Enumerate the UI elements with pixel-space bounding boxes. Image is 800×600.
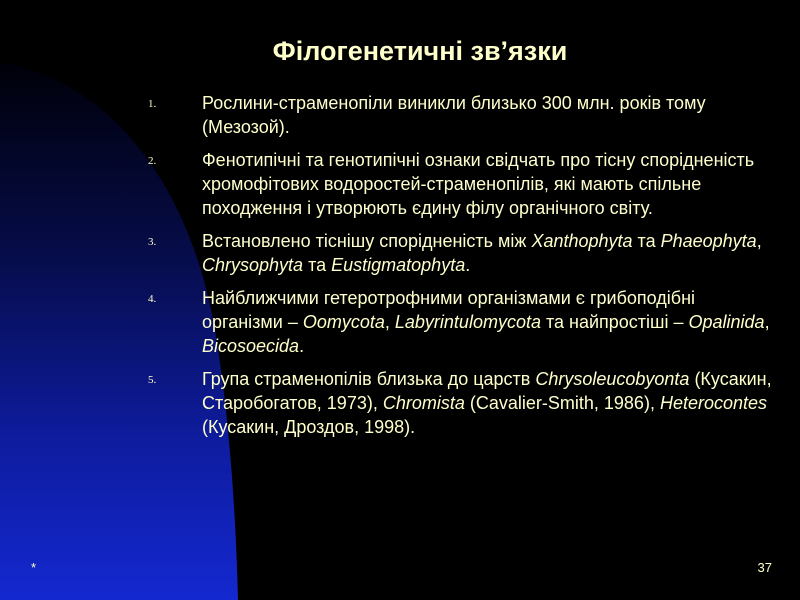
slide-number: 37 <box>757 560 772 575</box>
taxon-name: Opalinida <box>688 312 765 332</box>
text-segment: Група страменопілів близька до царств <box>202 369 536 389</box>
text-segment: . <box>465 255 471 275</box>
text-segment: , <box>384 312 395 332</box>
taxon-name: Bicosoecida <box>202 336 300 356</box>
item-text <box>202 288 770 356</box>
item-text <box>202 231 762 275</box>
text-segment: та <box>632 231 661 251</box>
text-segment: Найближчими гетеротрофними організмами є грибоподібні організми – <box>202 288 696 332</box>
item-number: 1. <box>148 98 157 110</box>
list-item <box>148 286 778 358</box>
text-segment: Фенотипічні та генотипічні ознаки свідчать про тісну спорідненість хромофітових водоростей-страменопілів, які мають спільне походження і утворюють єдину філу органічного світу. <box>202 150 755 218</box>
taxon-name: Xanthophyta <box>531 231 633 251</box>
text-segment: Рослини-страменопіли виникли близько 300 млн. років тому (Мезозой). <box>202 93 706 137</box>
text-segment: . <box>299 336 305 356</box>
taxon-name: Labyrintulomycota <box>394 312 541 332</box>
item-text <box>202 93 706 137</box>
taxon-name: Chromista <box>382 393 465 413</box>
item-number: 5. <box>148 374 157 386</box>
item-text <box>202 150 754 218</box>
item-number: 3. <box>148 236 157 248</box>
taxon-name: Chrysophyta <box>202 255 304 275</box>
taxon-name: Chrysoleucobyonta <box>535 369 690 389</box>
taxon-name: Oomycota <box>302 312 385 332</box>
footer-date-placeholder: * <box>31 560 37 575</box>
text-segment: Встановлено тіснішу спорідненість між <box>202 231 532 251</box>
taxon-name: Phaeophyta <box>660 231 757 251</box>
taxon-name: Heterocontes <box>659 393 768 413</box>
list-item <box>148 367 778 439</box>
text-segment: та <box>303 255 332 275</box>
list-item <box>148 229 778 277</box>
list-item <box>148 91 778 139</box>
text-segment: (Cavalier-Smith, 1986), <box>464 393 660 413</box>
text-segment: (Кусакин, Старобогатов, 1973), <box>202 369 772 413</box>
text-segment: (Кусакин, Дроздов, 1998). <box>202 417 416 437</box>
text-segment: та найпростіші – <box>540 312 689 332</box>
text-segment: , <box>764 312 770 332</box>
list-item <box>148 148 778 220</box>
item-number: 2. <box>148 155 157 167</box>
item-number: 4. <box>148 293 157 305</box>
slide-title: Філогенетичні зв’язки <box>272 36 568 66</box>
item-text <box>202 369 772 437</box>
taxon-name: Eustigmatophyta <box>331 255 466 275</box>
phylogeny-list <box>148 91 778 448</box>
text-segment: , <box>756 231 762 251</box>
